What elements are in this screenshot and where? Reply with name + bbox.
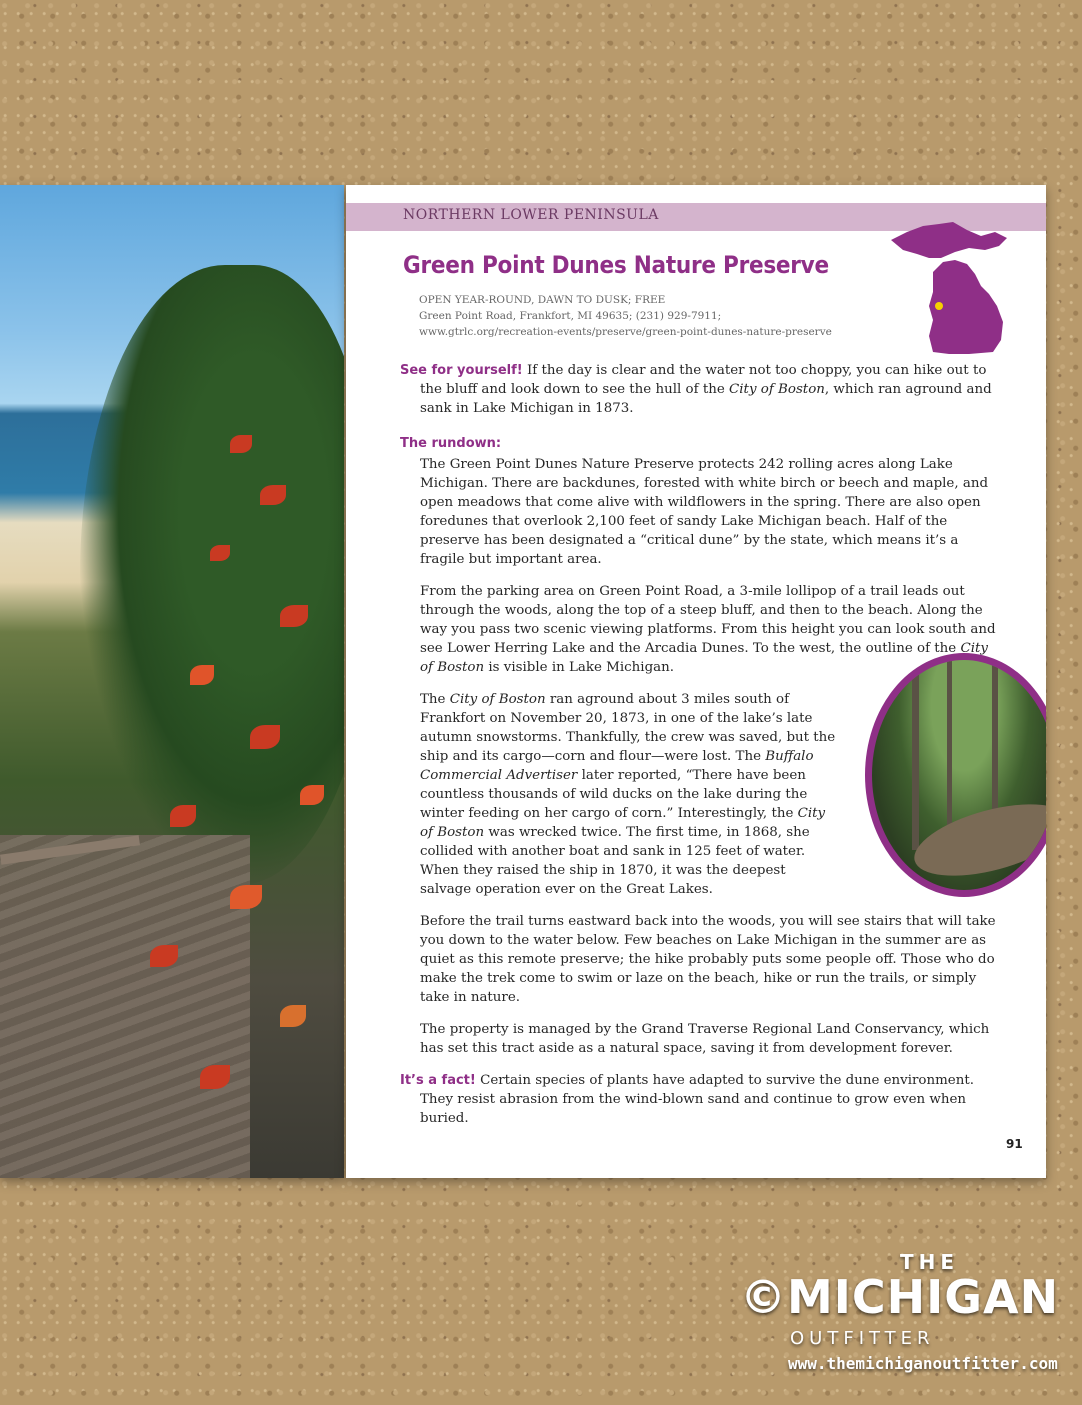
- book-page: [346, 185, 1046, 1178]
- paragraph-3: The City of Boston ran aground about 3 miles south of Frankfort on November 20, 1873, in one of the lake’s late autumn snowstorms. Thankfully, the crew was saved, but the ship and its cargo—corn and flour—were lost. The Buffalo Commercial Advertiser later reported, “There have been countless thousands of wild ducks on the lake during the winter feeding on her cargo of corn.” Interestingly, the City of Boston was wrecked twice. The first time, in 1868, she collided with another boat and sank in 125 feet of water. When they raised the ship in 1870, it was the deepest salvage operation ever on the Great Lakes.: [420, 692, 836, 897]
- logo-url[interactable]: www.themichiganoutfitter.com: [788, 1354, 1058, 1373]
- fact-label: It’s a fact!: [400, 1073, 476, 1088]
- article-body: [400, 361, 1005, 1144]
- red-leaf: [230, 885, 262, 909]
- red-leaf: [280, 1005, 306, 1027]
- red-leaf: [230, 435, 252, 453]
- website-link[interactable]: www.gtrlc.org/recreation-events/preserve/green-point-dunes-nature-preserve: [419, 326, 832, 338]
- page-title: Green Point Dunes Nature Preserve: [403, 251, 829, 279]
- red-leaf: [210, 545, 230, 561]
- paragraph-2: From the parking area on Green Point Road, a 3-mile lollipop of a trail leads out through the woods, along the top of a steep bluff, and then to the beach. Along the way you pass two scenic viewing platforms. From this height you can look south and see Lower Herring Lake and the Arcadia Dunes. To the west, the outline of the City of Boston is visible in Lake Michigan.: [420, 584, 996, 675]
- logo-sub: OUTFITTER: [790, 1328, 935, 1349]
- section-label: NORTHERN LOWER PENINSULA: [403, 207, 659, 223]
- see-for-yourself-label: See for yourself!: [400, 363, 523, 378]
- paragraph-5: The property is managed by the Grand Traverse Regional Land Conservancy, which has set this tract aside as a natural space, saving it from development forever.: [420, 1022, 990, 1056]
- rundown-heading: The rundown:: [400, 436, 502, 451]
- logo-main: ©MICHIGAN: [740, 1270, 1060, 1324]
- michigan-map-icon: [889, 202, 1029, 357]
- see-for-yourself-paragraph: See for yourself! If the day is clear and the water not too choppy, you can hike out to the bluff and look down to see the hull of the City of Boston, which ran aground and sank in Lake Michigan in 1873.: [400, 363, 992, 416]
- red-leaf: [250, 725, 280, 749]
- paragraph-4: Before the trail turns eastward back into the woods, you will see stairs that will take you down to the water below. Few beaches on Lake Michigan in the summer are as quiet as this remote preserve; the hike probably puts some people off. Those who do make the trek come to swim or laze on the beach, hike or run the trails, or simply take in nature.: [420, 914, 996, 1005]
- red-leaf: [150, 945, 178, 967]
- beach-photo: [0, 185, 344, 1178]
- wooden-stairs: [0, 835, 250, 1178]
- paragraph-1: The Green Point Dunes Nature Preserve protects 242 rolling acres along Lake Michigan. There are backdunes, forested with white birch or beech and maple, and open meadows that come alive with wildflowers in the spring. There are also open foredunes that overlook 2,100 feet of sandy Lake Michigan beach. Half of the preserve has been designated a “critical dune” by the state, which means it’s a fragile but important area.: [420, 457, 989, 567]
- address-text: Green Point Road, Frankfort, MI 49635; (231) 929-7911;: [419, 310, 722, 322]
- info-block: [419, 292, 832, 340]
- logo-the: THE: [900, 1250, 960, 1274]
- red-leaf: [280, 605, 308, 627]
- page-number: 91: [1006, 1137, 1023, 1151]
- hours-text: OPEN YEAR-ROUND, DAWN TO DUSK; FREE: [419, 294, 666, 306]
- red-leaf: [260, 485, 286, 505]
- fact-paragraph: It’s a fact! Certain species of plants have adapted to survive the dune environment. They resist abrasion from the wind-blown sand and continue to grow even when buried.: [400, 1073, 974, 1126]
- red-leaf: [190, 665, 214, 685]
- michigan-outfitter-logo: [740, 1248, 1060, 1388]
- red-leaf: [200, 1065, 230, 1089]
- red-leaf: [170, 805, 196, 827]
- red-leaf: [300, 785, 324, 805]
